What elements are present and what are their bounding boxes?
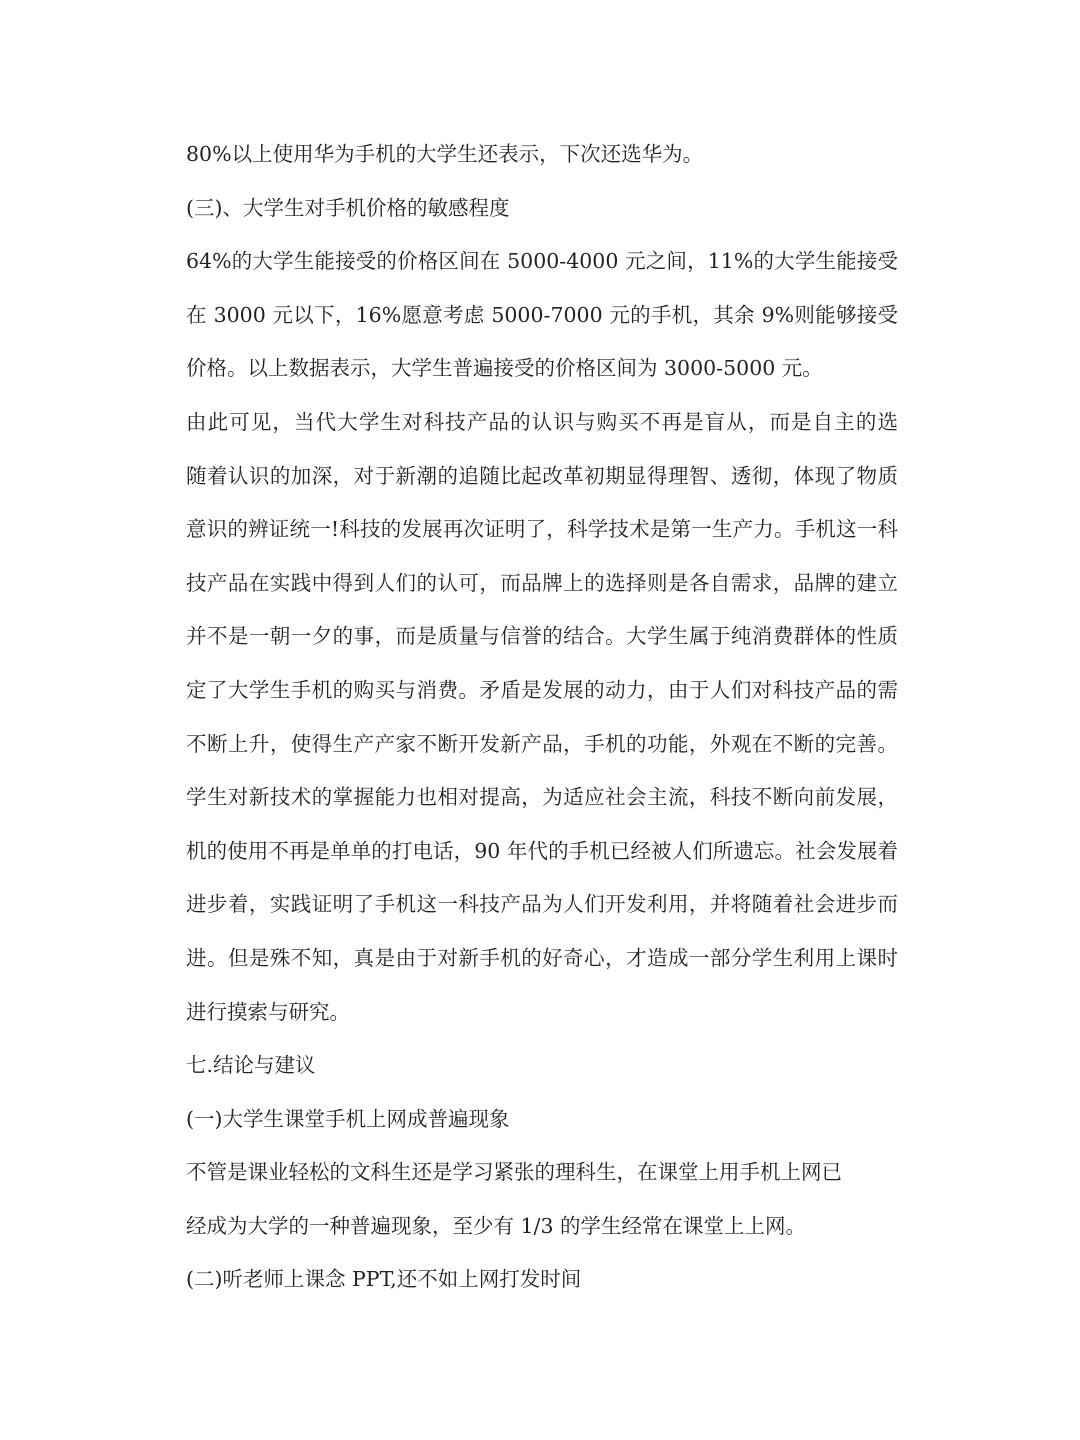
- paragraph-line: 80%以上使用华为手机的大学生还表示，下次还选华为。: [186, 142, 704, 166]
- paragraph-line: 机的使用不再是单单的打电话，90 年代的手机已经被人们所遗忘。社会发展着: [186, 838, 898, 863]
- section-heading-conclusions: 七.结论与建议: [186, 1053, 316, 1078]
- subsection-heading-ppt: (二)听老师上课念 PPT,还不如上网打发时间: [186, 1267, 582, 1292]
- paragraph-line: 经成为大学的一种普遍现象，至少有 1/3 的学生经常在课堂上上网。: [186, 1213, 807, 1238]
- paragraph-line: 并不是一朝一夕的事，而是质量与信誉的结合。大学生属于纯消费群体的性质: [186, 624, 898, 649]
- paragraph-line: 随着认识的加深，对于新潮的追随比起改革初期显得理智、透彻，体现了物质: [186, 463, 898, 488]
- paragraph-line: 在 3000 元以下，16%愿意考虑 5000-7000 元的手机，其余 9%则能够接受: [186, 302, 898, 327]
- paragraph-line: 不断上升，使得生产产家不断开发新产品，手机的功能，外观在不断的完善。: [186, 731, 898, 756]
- document-body: [186, 128, 898, 1307]
- paragraph-line: 进。但是殊不知，真是由于对新手机的好奇心，才造成一部分学生利用上课时: [186, 945, 898, 970]
- paragraph-line: 进行摸索与研究。: [186, 999, 350, 1024]
- paragraph-line: 技产品在实践中得到人们的认可，而品牌上的选择则是各自需求，品牌的建立: [186, 570, 898, 595]
- subsection-heading-phone-internet: (一)大学生课堂手机上网成普遍现象: [186, 1106, 510, 1131]
- section-heading-price-sensitivity: (三)、大学生对手机价格的敏感程度: [186, 195, 510, 220]
- paragraph-line: 定了大学生手机的购买与消费。矛盾是发展的动力，由于人们对科技产品的需: [186, 677, 898, 702]
- paragraph-line: 学生对新技术的掌握能力也相对提高，为适应社会主流，科技不断向前发展，: [186, 785, 898, 810]
- paragraph-line: 64%的大学生能接受的价格区间在 5000-4000 元之间，11%的大学生能接受: [186, 249, 898, 274]
- paragraph-line: 进步着，实践证明了手机这一科技产品为人们开发利用，并将随着社会进步而: [186, 892, 898, 917]
- paragraph-line: 价格。以上数据表示，大学生普遍接受的价格区间为 3000-5000 元。: [186, 356, 823, 381]
- paragraph-line: 意识的辨证统一!科技的发展再次证明了，科学技术是第一生产力。手机这一科: [186, 517, 898, 542]
- paragraph-line: 由此可见，当代大学生对科技产品的认识与购买不再是盲从，而是自主的选: [186, 409, 898, 434]
- paragraph-line: 不管是课业轻松的文科生还是学习紧张的理科生，在课堂上用手机上网已: [186, 1160, 842, 1185]
